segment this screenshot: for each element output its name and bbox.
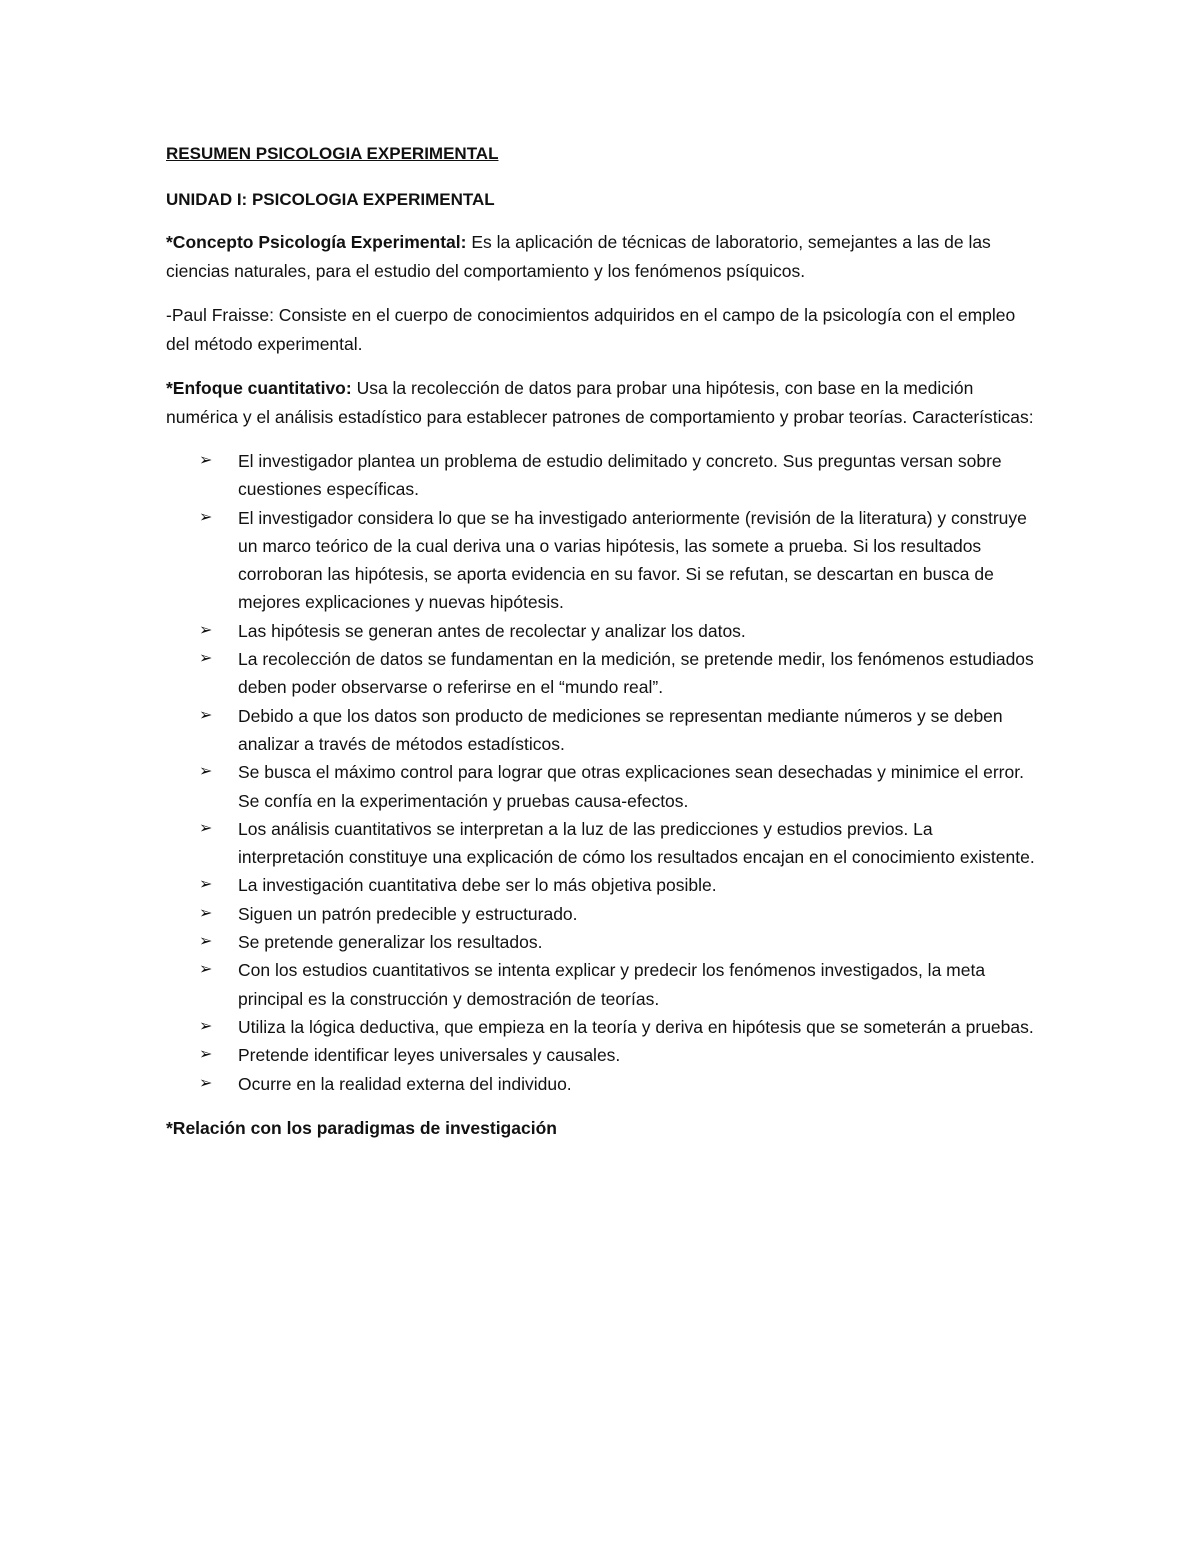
- fraisse-paragraph: -Paul Fraisse: Consiste en el cuerpo de conocimientos adquiridos en el campo de la psicología con el empleo del método experimental.: [166, 305, 1016, 354]
- list-item: [166, 900, 1040, 928]
- concept-text: Es la aplicación de técnicas de laboratorio, semejantes a las de las ciencias naturales, para el estudio del comportamiento y los fenómenos psíquicos.: [166, 232, 991, 281]
- list-item-text: Pretende identificar leyes universales y causales.: [238, 1045, 621, 1066]
- arrowhead-bullet-icon: ➢: [199, 904, 213, 922]
- arrowhead-bullet-icon: ➢: [199, 819, 213, 837]
- arrowhead-bullet-icon: ➢: [199, 650, 213, 668]
- list-item: [166, 617, 1040, 645]
- list-item-text: Siguen un patrón predecible y estructurado.: [238, 903, 578, 924]
- list-item-text: Debido a que los datos son producto de mediciones se representan mediante números y se deben analizar a través de métodos estadísticos.: [238, 705, 1003, 754]
- quantitative-text: Usa la recolección de datos para probar una hipótesis, con base en la medición numérica y el análisis estadístico para establecer patrones de comportamiento y probar teorías. Características:: [166, 378, 1034, 427]
- list-item-text: El investigador considera lo que se ha investigado anteriormente (revisión de la literatura) y construye un marco teórico de la cual deriva una o varias hipótesis, las somete a prueba. Si los resultados corroboran las hipótesis, se aporta evidencia en su favor. Si se refutan, se descartan en busca de mejores explicaciones y nuevas hipótesis.: [238, 507, 1027, 613]
- list-item: [166, 702, 1040, 759]
- arrowhead-bullet-icon: ➢: [199, 1074, 213, 1092]
- arrowhead-bullet-icon: ➢: [199, 508, 213, 526]
- arrowhead-bullet-icon: ➢: [199, 706, 213, 724]
- list-item-text: Se pretende generalizar los resultados.: [238, 932, 543, 953]
- list-item: [166, 447, 1040, 504]
- list-item: [166, 956, 1040, 1013]
- characteristics-list: [166, 447, 1040, 1098]
- concept-paragraph: [166, 228, 1040, 286]
- quantitative-label: *Enfoque cuantitativo:: [166, 378, 352, 398]
- list-item-text: Utiliza la lógica deductiva, que empieza en la teoría y deriva en hipótesis que se someterán a pruebas.: [238, 1016, 1034, 1037]
- list-item: [166, 815, 1040, 872]
- arrowhead-bullet-icon: ➢: [199, 452, 213, 469]
- list-item: [166, 871, 1040, 899]
- list-item: [166, 758, 1040, 815]
- quantitative-paragraph: [166, 374, 1040, 432]
- list-item: [166, 504, 1040, 617]
- list-item-text: Con los estudios cuantitativos se intenta explicar y predecir los fenómenos investigados, la meta principal es la construcción y demostración de teorías.: [238, 960, 986, 1009]
- list-item-text: Los análisis cuantitativos se interpretan a la luz de las predicciones y estudios previos. La interpretación constituye una explicación de cómo los resultados encajan en el conocimiento existente.: [238, 818, 1035, 868]
- arrowhead-bullet-icon: ➢: [199, 876, 213, 894]
- arrowhead-bullet-icon: ➢: [199, 1017, 213, 1035]
- list-item: [166, 645, 1040, 702]
- list-item: [166, 928, 1040, 956]
- list-item: [166, 1013, 1040, 1041]
- list-item-text: Ocurre en la realidad externa del individuo.: [238, 1073, 572, 1094]
- list-item: [166, 1070, 1040, 1098]
- concept-label: *Concepto Psicología Experimental:: [166, 232, 467, 252]
- list-item-text: La recolección de datos se fundamentan en la medición, se pretende medir, los fenómenos estudiados deben poder observarse o referirse en el “mundo real”.: [238, 649, 1034, 698]
- paradigms-heading: *Relación con los paradigmas de investigación: [166, 1117, 557, 1138]
- list-item: [166, 1041, 1040, 1069]
- arrowhead-bullet-icon: ➢: [199, 763, 213, 781]
- list-item-text: Las hipótesis se generan antes de recolectar y analizar los datos.: [238, 620, 746, 641]
- arrowhead-bullet-icon: ➢: [199, 621, 213, 639]
- arrowhead-bullet-icon: ➢: [199, 1046, 213, 1064]
- unit-title: UNIDAD I: PSICOLOGIA EXPERIMENTAL: [166, 190, 495, 209]
- document-title: RESUMEN PSICOLOGIA EXPERIMENTAL: [166, 144, 499, 163]
- arrowhead-bullet-icon: ➢: [199, 961, 213, 979]
- list-item-text: La investigación cuantitativa debe ser lo más objetiva posible.: [238, 875, 717, 896]
- list-item-text: Se busca el máximo control para lograr que otras explicaciones sean desechadas y minimice el error. Se confía en la experimentación y pruebas causa-efectos.: [238, 762, 1024, 811]
- arrowhead-bullet-icon: ➢: [199, 933, 213, 951]
- list-item-text: El investigador plantea un problema de estudio delimitado y concreto. Sus preguntas versan sobre cuestiones específicas.: [238, 451, 1002, 500]
